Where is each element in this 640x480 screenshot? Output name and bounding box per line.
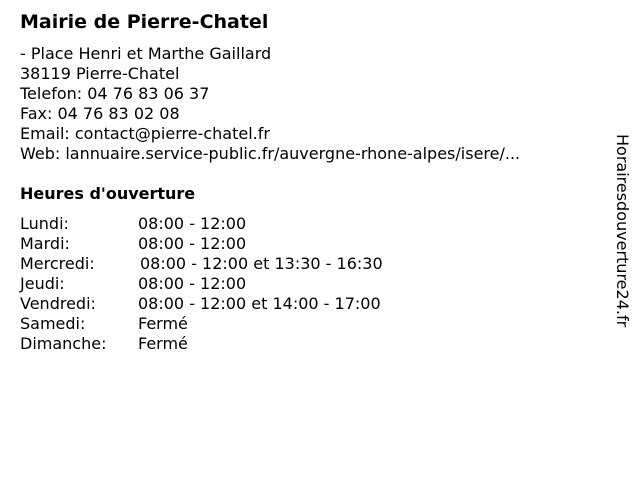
time-value: 08:00 - 12:00 — [138, 274, 247, 293]
contact-block — [20, 44, 520, 164]
address-line-2: 38119 Pierre-Chatel — [20, 64, 180, 83]
address-line-1: - Place Henri et Marthe Gaillard — [20, 44, 272, 63]
day-label: Vendredi: — [20, 294, 96, 313]
hours-heading: Heures d'ouverture — [20, 184, 196, 203]
time-value: 08:00 - 12:00 et 14:00 - 17:00 — [138, 294, 381, 313]
day-label: Lundi: — [20, 214, 69, 233]
page-title: Mairie de Pierre-Chatel — [20, 11, 269, 33]
day-label: Samedi: — [20, 314, 86, 333]
time-value: 08:00 - 12:00 — [138, 214, 247, 233]
time-value: Fermé — [138, 314, 188, 333]
web-line: Web: lannuaire.service-public.fr/auvergne-rhone-alpes/isere/... — [20, 144, 521, 163]
telefon-line: Telefon: 04 76 83 06 37 — [20, 84, 210, 103]
fax-line: Fax: 04 76 83 02 08 — [20, 104, 180, 123]
site-brand-vertical: Horairesdouverture24.fr — [613, 134, 632, 328]
time-value: 08:00 - 12:00 et 13:30 - 16:30 — [140, 254, 383, 273]
day-label: Mercredi: — [20, 254, 95, 273]
day-label: Mardi: — [20, 234, 70, 253]
day-label: Dimanche: — [20, 334, 107, 353]
time-value: Fermé — [138, 334, 188, 353]
email-line: Email: contact@pierre-chatel.fr — [20, 124, 270, 143]
day-label: Jeudi: — [20, 274, 65, 293]
time-value: 08:00 - 12:00 — [138, 234, 247, 253]
